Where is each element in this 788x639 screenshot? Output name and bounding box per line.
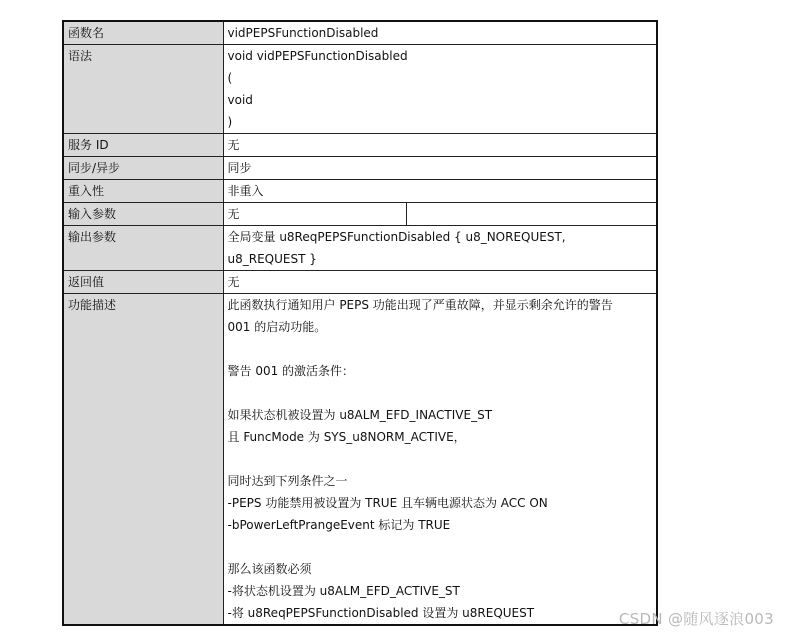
csdn-watermark: CSDN @随风逐浪003 [618, 610, 774, 628]
syntax-value [223, 45, 657, 134]
row-service-id [63, 134, 657, 157]
output-params-line: 全局变量 u8ReqPEPSFunctionDisabled { u8_NOREQUEST, [227, 230, 566, 244]
description-line: 且 FuncMode 为 SYS_u8NORM_ACTIVE， [227, 430, 466, 444]
description-line: 如果状态机被设置为 u8ALM_EFD_INACTIVE_ST [227, 408, 493, 422]
description-line: 那么该函数必须 [227, 562, 312, 576]
description-line: -将 u8ReqPEPSFunctionDisabled 设置为 u8REQUEST [227, 606, 535, 620]
description-line: -PEPS 功能禁用被设置为 TRUE 且车辆电源状态为 ACC ON [227, 496, 548, 510]
description-line: -bPowerLeftPrangeEvent 标记为 TRUE [227, 518, 451, 532]
row-description [63, 294, 657, 626]
row-reentrancy [63, 180, 657, 203]
function-name-value: vidPEPSFunctionDisabled [223, 21, 657, 45]
syntax-line: void [227, 93, 253, 107]
description-line: 此函数执行通知用户 PEPS 功能出现了严重故障，并显示剩余允许的警告 [227, 298, 613, 312]
service-id-value: 无 [223, 134, 657, 157]
row-input-params [63, 203, 657, 226]
service-id-label: 服务 ID [63, 134, 223, 157]
description-line [228, 382, 653, 404]
function-spec-table [62, 20, 658, 626]
syntax-line: void vidPEPSFunctionDisabled [227, 49, 408, 63]
input-params-extra [406, 203, 657, 226]
row-sync-async [63, 157, 657, 180]
reentrancy-label: 重入性 [63, 180, 223, 203]
description-value [223, 294, 657, 626]
description-label: 功能描述 [63, 294, 223, 626]
input-params-value: 无 [223, 203, 406, 226]
sync-async-label: 同步/异步 [63, 157, 223, 180]
input-params-label: 输入参数 [63, 203, 223, 226]
row-function-name [63, 21, 657, 45]
syntax-line: ( [227, 71, 233, 85]
function-name-label: 函数名 [63, 21, 223, 45]
description-line: -将状态机设置为 u8ALM_EFD_ACTIVE_ST [227, 584, 460, 598]
row-return-value [63, 271, 657, 294]
sync-async-value: 同步 [223, 157, 657, 180]
output-params-value [223, 226, 657, 271]
description-line [228, 536, 653, 558]
description-line: 同时达到下列条件之一 [227, 474, 348, 488]
output-params-line: u8_REQUEST } [227, 252, 317, 266]
return-value-label: 返回值 [63, 271, 223, 294]
reentrancy-value: 非重入 [223, 180, 657, 203]
description-line: 警告 001 的激活条件： [227, 364, 355, 378]
description-line: 001 的启动功能。 [227, 320, 327, 334]
syntax-label: 语法 [63, 45, 223, 134]
syntax-line: ) [227, 115, 233, 129]
row-output-params [63, 226, 657, 271]
row-syntax [63, 45, 657, 134]
description-line [228, 338, 653, 360]
return-value-value: 无 [223, 271, 657, 294]
output-params-label: 输出参数 [63, 226, 223, 271]
description-line [228, 448, 653, 470]
